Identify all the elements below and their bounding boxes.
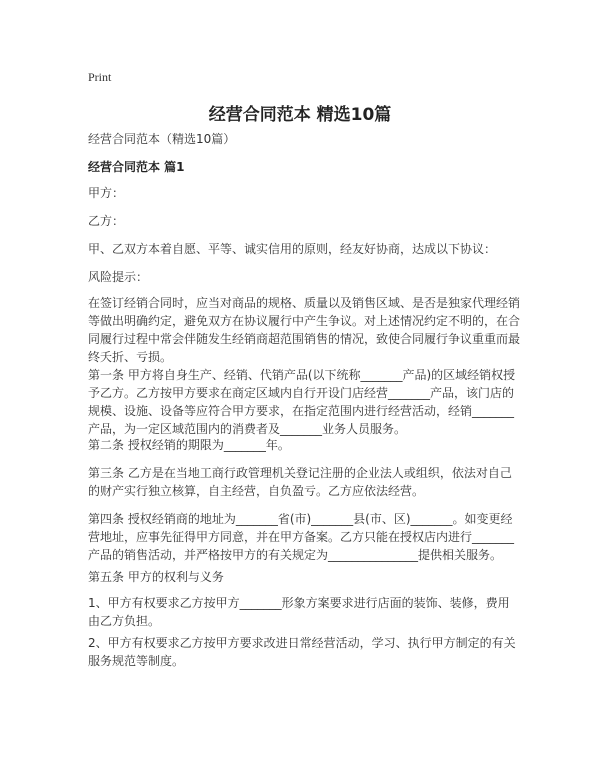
- document-subtitle: 经营合同范本（精选10篇）: [88, 132, 236, 146]
- section-heading: 经营合同范本 篇1: [88, 160, 185, 174]
- print-link[interactable]: Print: [88, 70, 112, 84]
- party-a-line: 甲方：: [88, 186, 125, 200]
- article-5-item-2: 2、甲方有权要求乙方按甲方要求改进日常经营活动，学习、执行甲方制定的有关服务规范等制度。: [88, 636, 516, 668]
- risk-heading: 风险提示：: [88, 270, 149, 284]
- article-5-heading: 第五条 甲方的权利与义务: [88, 570, 224, 584]
- agreement-intro: 甲、乙双方本着自愿、平等、诚实信用的原则，经友好协商，达成以下协议：: [88, 242, 497, 256]
- article-1: 第一条 甲方将自身生产、经销、代销产品(以下统称_______产品)的区域经销权授予乙方。乙方按甲方要求在商定区域内自行开设门店经营_______产品，该门店的规模、设施、设备等应符合甲方要求，在指定范围内进行经营活动，经销_______产品，为一定区域范围内的消费者及_______业务人员服务。: [88, 368, 516, 436]
- article-3: 第三条 乙方是在当地工商行政管理机关登记注册的企业法人或组织，依法对自己的财产实行独立核算，自主经营，自负盈亏。乙方应依法经营。: [88, 466, 512, 498]
- risk-paragraph: 在签订经销合同时，应当对商品的规格、质量以及销售区域、是否是独家代理经销等做出明确约定，避免双方在协议履行中产生争议。对上述情况约定不明的，在合同履行过程中常会伴随发生经销商超范围销售的情况，致使合同履行争议重重而最终夭折、亏损。: [88, 296, 521, 364]
- article-2: 第二条 授权经销的期限为_______年。: [88, 438, 290, 452]
- article-4: 第四条 授权经销商的地址为_______省(市)_______县(市、区)_______。如变更经营地址，应事先征得甲方同意，并在甲方备案。乙方只能在授权店内进行_______产品的销售活动，并严格按甲方的有关规定为_______________提供相关服务。: [88, 512, 515, 562]
- document-title: 经营合同范本 精选10篇: [208, 105, 392, 125]
- party-b-line: 乙方：: [88, 214, 125, 228]
- article-5-item-1: 1、甲方有权要求乙方按甲方_______形象方案要求进行店面的装饰、装修，费用由乙方负担。: [88, 596, 510, 628]
